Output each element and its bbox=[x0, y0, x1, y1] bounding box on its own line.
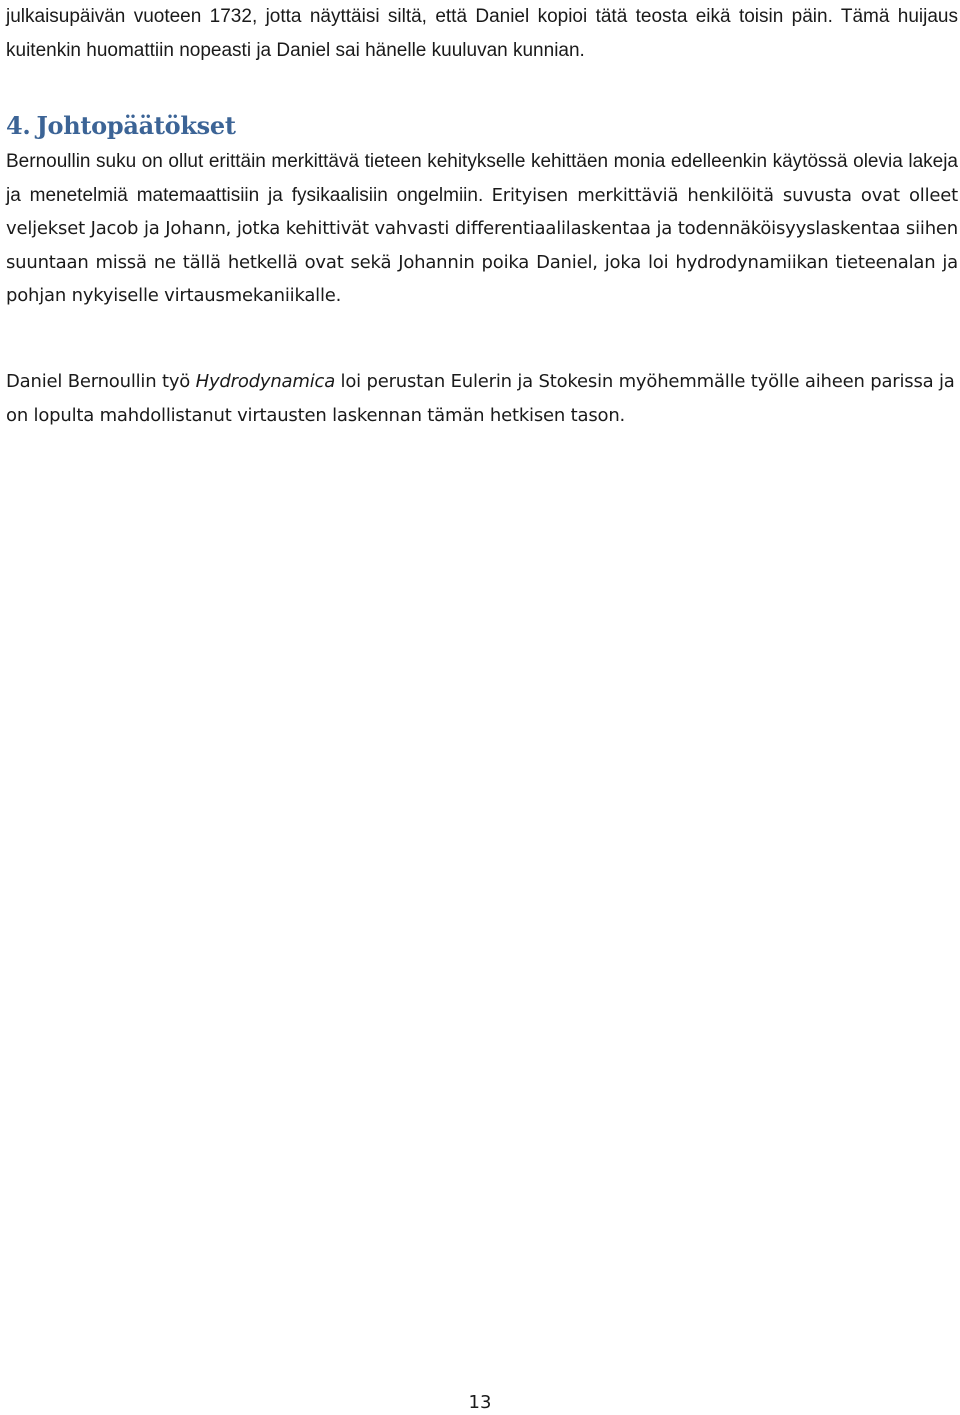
daniel-text-after: loi perustan Eulerin ja Stokesin myöhemmälle työlle aiheen parissa ja on lopulta mahdollistanut virtausten laskennan tämän hetkisen tason. bbox=[6, 371, 955, 426]
section-heading bbox=[6, 109, 236, 143]
conclusion-paragraph bbox=[6, 145, 958, 313]
conclusion-text-part1: Bernoullin suku on ollut erittäin merkittävä tieteen kehitykselle kehittäen monia edelleenkin käytössä olevia lakeja ja menetelmiä matemaattisiin ja fysikaalisiin ongelmiin. bbox=[6, 151, 958, 206]
conclusion-text-part2: Erityisen merkittäviä henkilöitä suvusta ovat olleet veljekset Jacob ja Johann, jotka kehittivät vahvasti differentiaalilaskentaa ja todennäköisyyslaskentaa siihen suuntaan missä ne tällä hetkellä ovat sekä Johannin poika Daniel, joka loi hydrodynamiikan tieteenalan ja pohjan nykyiselle virtausmekaniikalle. bbox=[6, 184, 958, 306]
section-title: Johtopäätökset bbox=[36, 111, 236, 140]
section-number: 4. bbox=[6, 111, 31, 140]
page-number: 13 bbox=[468, 1392, 492, 1413]
daniel-paragraph bbox=[6, 365, 958, 432]
intro-paragraph bbox=[6, 0, 958, 67]
intro-text: julkaisupäivän vuoteen 1732, jotta näyttäisi siltä, että Daniel kopioi tätä teosta eikä toisin päin. Tämä huijaus kuitenkin huomattiin nopeasti ja Daniel sai hänelle kuuluvan kunnian. bbox=[6, 6, 958, 61]
work-title: Hydrodynamica bbox=[195, 371, 336, 392]
daniel-text-before: Daniel Bernoullin työ bbox=[6, 371, 196, 392]
